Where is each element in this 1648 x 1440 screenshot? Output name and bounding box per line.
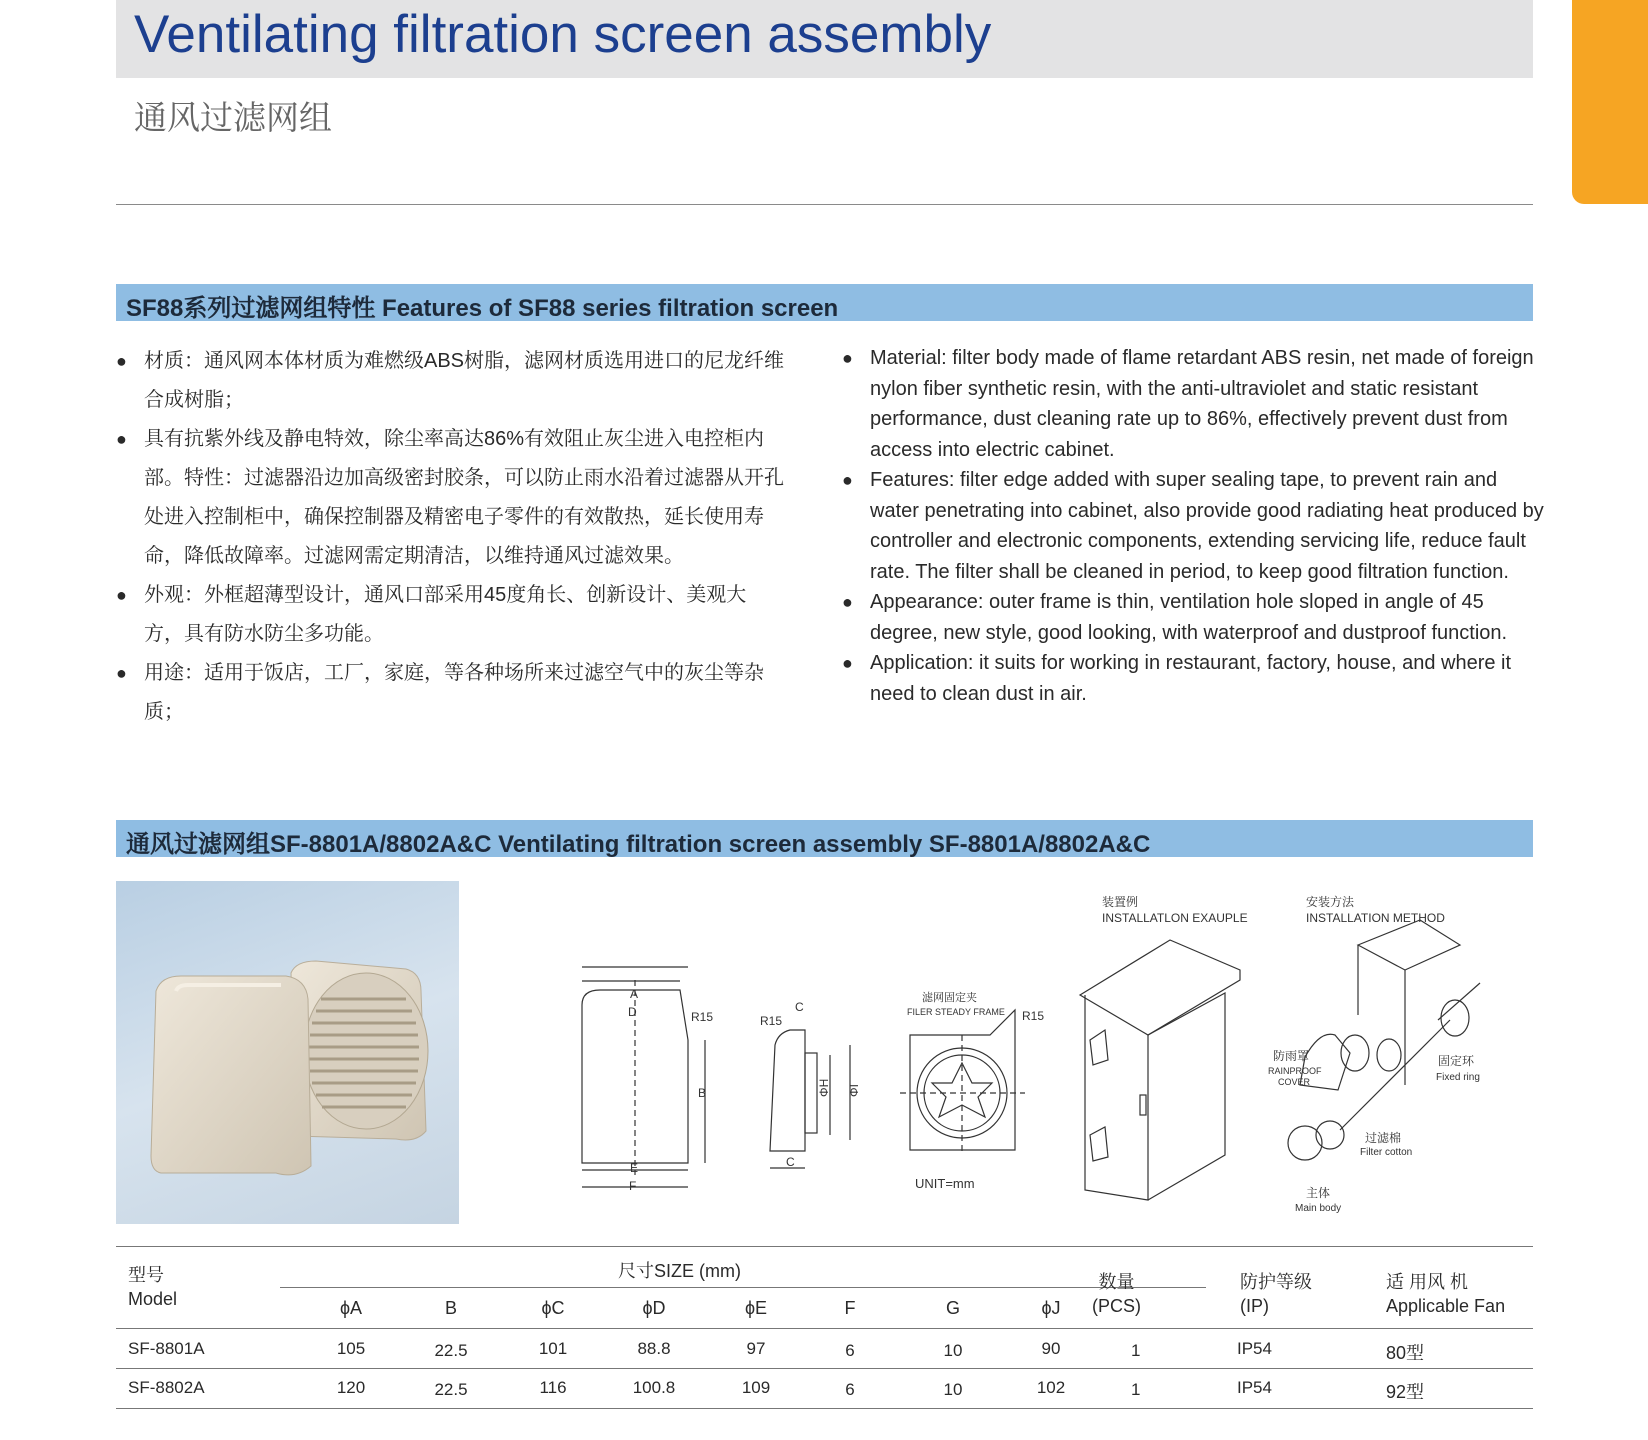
ip-header-en: (IP) (1240, 1296, 1269, 1316)
cell-a: 120 (336, 1378, 366, 1397)
dim-r15-label: R15 (691, 1010, 714, 1024)
bullet: ● (116, 663, 127, 683)
cell-qty: 1 (1131, 1341, 1141, 1360)
product-photo-drawing (116, 881, 459, 1224)
cell-b: 22.5 (434, 1380, 468, 1399)
dim-header-b: B (444, 1298, 457, 1318)
fan-header-en: Applicable Fan (1386, 1296, 1506, 1316)
cell-g: 10 (943, 1380, 963, 1399)
cell-c: 116 (539, 1378, 567, 1397)
cell-a: 105 (336, 1339, 366, 1358)
cell-d: 88.8 (637, 1339, 671, 1358)
frame-zh-label: 滤网固定夹 (922, 992, 977, 1004)
frame-view-drawing (900, 1010, 1025, 1155)
cell-qty: 1 (1131, 1380, 1141, 1399)
dim-e-label: E (630, 1161, 639, 1175)
qty-header-en: (PCS) (1092, 1296, 1141, 1316)
cell-ip: IP54 (1237, 1378, 1272, 1397)
cell-e: 97 (746, 1339, 766, 1358)
qty-header-zh: 数量 (1098, 1272, 1135, 1292)
dim-header-j: ϕJ (1041, 1298, 1061, 1318)
size-header: 尺寸SIZE (mm) (618, 1261, 741, 1281)
feature-en-text: Features: filter edge added with super sealing tape, to prevent rain and water penetrating into cabinet, also provide good radiating heat produced by controller and electronic components, extending servicing life, reduce fault rate. The filter shall be cleaned in period, to keep good filtration function. (870, 469, 1544, 583)
ip-header-zh: 防护等级 (1240, 1272, 1312, 1292)
feature-en-item (842, 587, 1546, 648)
ip-header (1240, 1270, 1312, 1318)
side-view-drawing (770, 1030, 850, 1168)
dim-header-c: ϕC (541, 1298, 565, 1318)
bullet: ● (842, 470, 853, 490)
dim-header-g: G (945, 1298, 960, 1318)
cell-g: 10 (943, 1341, 963, 1360)
installation-method-drawing (1288, 920, 1480, 1160)
page-subtitle: 通风过滤网组 (134, 99, 332, 136)
cell-f: 6 (845, 1341, 855, 1360)
feature-zh-text: 材质：通风网本体材质为难燃级ABS树脂，滤网材质选用进口的尼龙纤维合成树脂； (144, 350, 785, 411)
cotton-zh-label: 过滤棉 (1365, 1131, 1402, 1145)
bullet: ● (842, 653, 853, 673)
feature-en-item (842, 343, 1546, 465)
orange-tab-marker (1572, 0, 1648, 204)
technical-diagram (560, 885, 1500, 1215)
cotton-en-label: Filter cotton (1360, 1147, 1413, 1158)
body-zh-label: 主体 (1306, 1186, 1331, 1200)
dim-c-top-label: C (795, 1000, 804, 1014)
dim-c-label: C (786, 1155, 795, 1169)
feature-zh-item (116, 342, 786, 420)
dim-a-label: A (630, 987, 639, 1001)
example-zh-label: 装置例 (1102, 895, 1139, 909)
frame-en-label: FILER STEADY FRAME (907, 1007, 1005, 1017)
dim-header-a: ϕA (339, 1298, 363, 1318)
feature-zh-text: 外观：外框超薄型设计，通风口部采用45度角长、创新设计、美观大方，具有防水防尘多功能。 (144, 584, 747, 645)
dim-header-e: ϕE (744, 1298, 768, 1318)
bullet: ● (116, 585, 127, 605)
cell-e: 109 (741, 1378, 771, 1397)
ring-zh-label: 固定环 (1438, 1054, 1475, 1068)
dim-d-label: D (628, 1005, 637, 1019)
feature-en-item (842, 648, 1546, 709)
table-row (116, 1329, 1533, 1367)
fan-header (1386, 1270, 1505, 1318)
cell-ip: IP54 (1237, 1339, 1272, 1358)
body-en-label: Main body (1295, 1203, 1342, 1214)
product-photo (116, 881, 459, 1224)
cell-model: SF-8802A (128, 1378, 205, 1397)
table-bottom-rule (116, 1408, 1533, 1409)
rain-en2-label: COVER (1278, 1077, 1311, 1087)
table-row (116, 1369, 1533, 1407)
dim-h-label: ΦH (817, 1078, 831, 1097)
feature-zh-item (116, 654, 786, 732)
cell-b: 22.5 (434, 1341, 468, 1360)
cell-fan: 80型 (1386, 1343, 1425, 1363)
bullet: ● (116, 351, 127, 371)
ring-en-label: Fixed ring (1436, 1072, 1480, 1083)
cell-f: 6 (845, 1380, 855, 1399)
cell-j: 102 (1036, 1378, 1066, 1397)
feature-en-text: Appearance: outer frame is thin, ventilation hole sloped in angle of 45 degree, new style, good looking, with waterproof and dustproof function. (870, 591, 1508, 644)
model-header (128, 1263, 177, 1311)
features-heading: SF88系列过滤网组特性 Features of SF88 series filtration screen (126, 295, 839, 322)
assembly-heading: 通风过滤网组SF-8801A/8802A&C Ventilating filtration screen assembly SF-8801A/8802A&C (126, 831, 1151, 858)
rain-zh-label: 防雨罩 (1273, 1049, 1310, 1063)
rain-en1-label: RAINPROOF (1268, 1066, 1322, 1076)
feature-zh-text: 用途：适用于饭店，工厂，家庭，等各种场所来过滤空气中的灰尘等杂质； (144, 662, 764, 723)
method-zh-label: 安装方法 (1306, 895, 1355, 909)
feature-zh-text: 具有抗紫外线及静电特效，除尘率高达86%有效阻止灰尘进入电控柜内部。特性：过滤器沿边加高级密封胶条，可以防止雨水沿着过滤器从开孔处进入控制柜中，确保控制器及精密电子零件的有效散热，延长使用寿命，降低故障率。过滤网需定期清洁，以维持通风过滤效果。 (144, 428, 784, 567)
dim-f-label: F (629, 1179, 637, 1193)
feature-en-text: Material: filter body made of flame retardant ABS resin, net made of foreign nylon fiber synthetic resin, with the anti-ultraviolet and static resistant performance, dust cleaning rate up to 86%, effectively prevent dust from access into electric cabinet. (870, 347, 1534, 461)
header-divider (116, 204, 1533, 205)
cell-j: 90 (1041, 1339, 1061, 1358)
features-zh-list (116, 342, 786, 732)
dim-b-label: B (698, 1086, 707, 1100)
fan-header-zh: 适 用风 机 (1386, 1272, 1469, 1292)
installation-example-drawing (1080, 940, 1240, 1200)
features-en-list (842, 343, 1546, 709)
cell-c: 101 (538, 1339, 568, 1358)
bullet: ● (116, 429, 127, 449)
frame-r15-label: R15 (1022, 1009, 1045, 1023)
unit-label: UNIT=mm (915, 1176, 975, 1191)
feature-zh-item (116, 420, 786, 576)
example-en-label: INSTALLATLON EXAUPLE (1102, 911, 1248, 925)
page-title: Ventilating filtration screen assembly (134, 5, 992, 64)
cell-d: 100.8 (632, 1378, 676, 1397)
feature-en-item (842, 465, 1546, 587)
model-header-zh: 型号 (128, 1265, 164, 1285)
spec-table (116, 1246, 1533, 1410)
dim-i-label: ΦI (847, 1084, 861, 1097)
dim-header-d: ϕD (642, 1298, 666, 1318)
dim-header-f: F (844, 1298, 856, 1318)
side-r15-label: R15 (760, 1014, 783, 1028)
front-view-drawing (582, 967, 705, 1187)
method-en-label: INSTALLATION METHOD (1306, 911, 1445, 925)
bullet: ● (842, 348, 853, 368)
size-header-rule (280, 1287, 1206, 1288)
feature-en-text: Application: it suits for working in restaurant, factory, house, and where it need to clean dust in air. (870, 652, 1512, 705)
cell-model: SF-8801A (128, 1339, 205, 1358)
feature-zh-item (116, 576, 786, 654)
model-header-en: Model (128, 1289, 178, 1309)
cell-fan: 92型 (1386, 1382, 1425, 1402)
bullet: ● (842, 592, 853, 612)
